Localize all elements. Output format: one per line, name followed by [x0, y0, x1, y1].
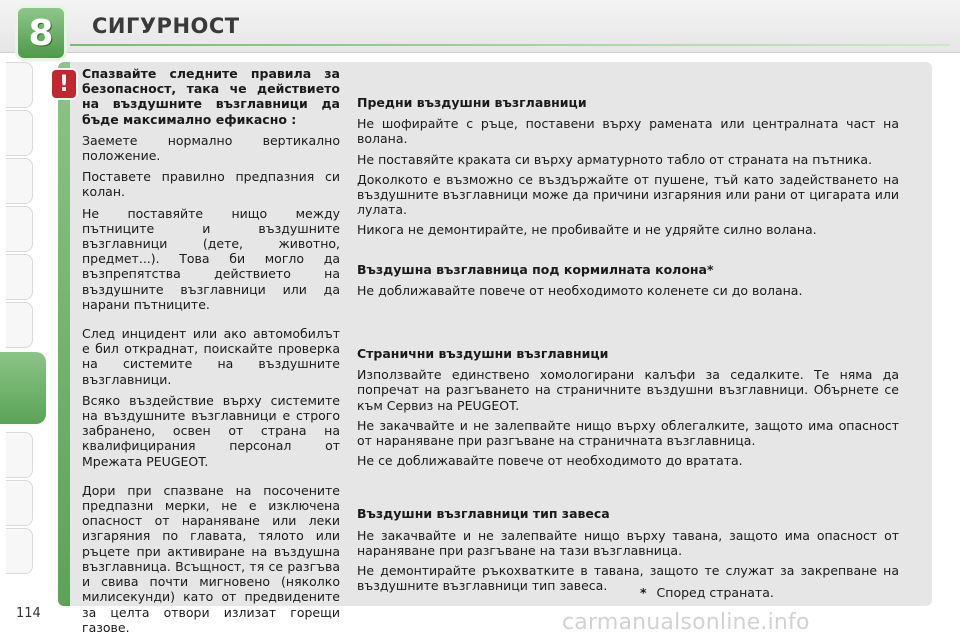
section-paragraph: Доколкото е възможно се въздържайте от пушене, тъй като задействането на въздушните възглавници може да причини изгаряния или рани от цигарата или лулата.: [357, 171, 899, 218]
footnote: [640, 585, 774, 600]
warning-column: [82, 66, 340, 641]
section-paragraph: Не се доближавайте повече от необходимото до вратата.: [357, 453, 743, 469]
section-front-airbags: [357, 95, 899, 238]
section-paragraph: Не шофирайте с ръце, поставени върху рамената или централната част на волана.: [357, 116, 899, 147]
airbag-sections: [357, 95, 899, 598]
chapter-badge[interactable]: [18, 8, 64, 58]
warning-paragraph: Всяко въздействие върху системите на въздушните възглавници е строго забранено, освен от страна на квалифицирания персонал от Мрежата PEUGEOT.: [82, 392, 340, 469]
section-curtain-airbags: [357, 506, 899, 593]
warning-paragraph: Поставете правилно предпазния си колан.: [82, 169, 340, 200]
chapter-tab-2[interactable]: [6, 110, 33, 156]
section-heading: Въздушна възглавница под кормилната колона*: [357, 261, 714, 277]
section-knee-airbag: [357, 262, 899, 298]
warning-icon: !: [52, 70, 76, 98]
chapter-tab-11[interactable]: [6, 528, 33, 574]
chapter-tab-4[interactable]: [6, 206, 33, 252]
chapter-tab-rail: [0, 62, 40, 582]
chapter-tab-5[interactable]: [6, 254, 33, 300]
footnote-marker: *: [640, 585, 647, 600]
warning-paragraph: Заемете нормално вертикално положение.: [82, 132, 340, 164]
warning-paragraph: Не поставяйте нищо между пътниците и въздушните възглавници (дете, животно, предмет...). Това би могло да възпрепятства действието на въздушните възглавници или да нарани пътниците.: [82, 205, 340, 312]
warning-paragraph: След инцидент или ако автомобилът е бил откраднат, поискайте проверка на системите на въздушните възглавници.: [82, 326, 340, 387]
watermark: carmanualsonline.info: [562, 610, 810, 635]
chapter-tab-9[interactable]: [6, 432, 33, 478]
section-paragraph: Не закачвайте и не залепвайте нищо върху облегалките, защото има опасност от нараняване при разгъване на страничната възглавница.: [357, 417, 899, 449]
chapter-tab-1[interactable]: [6, 62, 33, 108]
chapter-tab-3[interactable]: [6, 158, 33, 204]
section-heading: Въздушни възглавници тип завеса: [357, 506, 610, 522]
footnote-text: Според страната.: [656, 585, 774, 600]
chapter-tab-8-active[interactable]: [0, 352, 46, 424]
section-paragraph: Използвайте единствено хомологирани калъфи за седалките. Те няма да попречат на разгъването на страничните въздушни възглавници. Обърнете се към Сервиз на PEUGEOT.: [357, 367, 899, 413]
page-number: 114: [16, 606, 41, 621]
header-underline: [70, 44, 950, 46]
warning-lead: Спазвайте следните правила за безопасност, така че действието на въздушните възглавници да бъде максимално ефикасно :: [82, 66, 340, 127]
section-paragraph: Не демонтирайте ръкохватките в тавана, защото те служат за закрепване на въздушните възглавници тип завеса.: [357, 563, 899, 594]
section-heading: Странични въздушни възглавници: [357, 346, 609, 362]
section-heading: Предни въздушни възглавници: [357, 95, 587, 110]
section-paragraph: Не доближавайте повече от необходимото коленете си до волана.: [357, 282, 803, 298]
chapter-title: СИГУРНОСТ: [92, 14, 240, 38]
warning-paragraph: Дори при спазване на посочените предпазни мерки, не е изключена опасност от нараняване или леки изгаряния по главата, тялото или ръцете при активиране на въздушна възглавница. Всъщност, тя се разгъва и свива почти мигновено (няколко милисекунди) като от предвидените за целта отвори излизат горещи газове.: [82, 482, 340, 635]
section-paragraph: Никога не демонтирайте, не пробивайте и не удряйте силно волана.: [357, 222, 817, 238]
chapter-tab-10[interactable]: [6, 480, 33, 526]
panel-accent-strip: [58, 62, 70, 606]
chapter-number: 8: [28, 12, 54, 54]
chapter-tab-6[interactable]: [6, 302, 33, 348]
section-paragraph: Не закачвайте и не залепвайте нищо върху тавана, защото има опасност от нараняване при разгъване на тази възглавница.: [357, 527, 899, 558]
section-side-airbags: [357, 346, 899, 468]
section-paragraph: Не поставяйте краката си върху арматурното табло от страната на пътника.: [357, 151, 873, 167]
